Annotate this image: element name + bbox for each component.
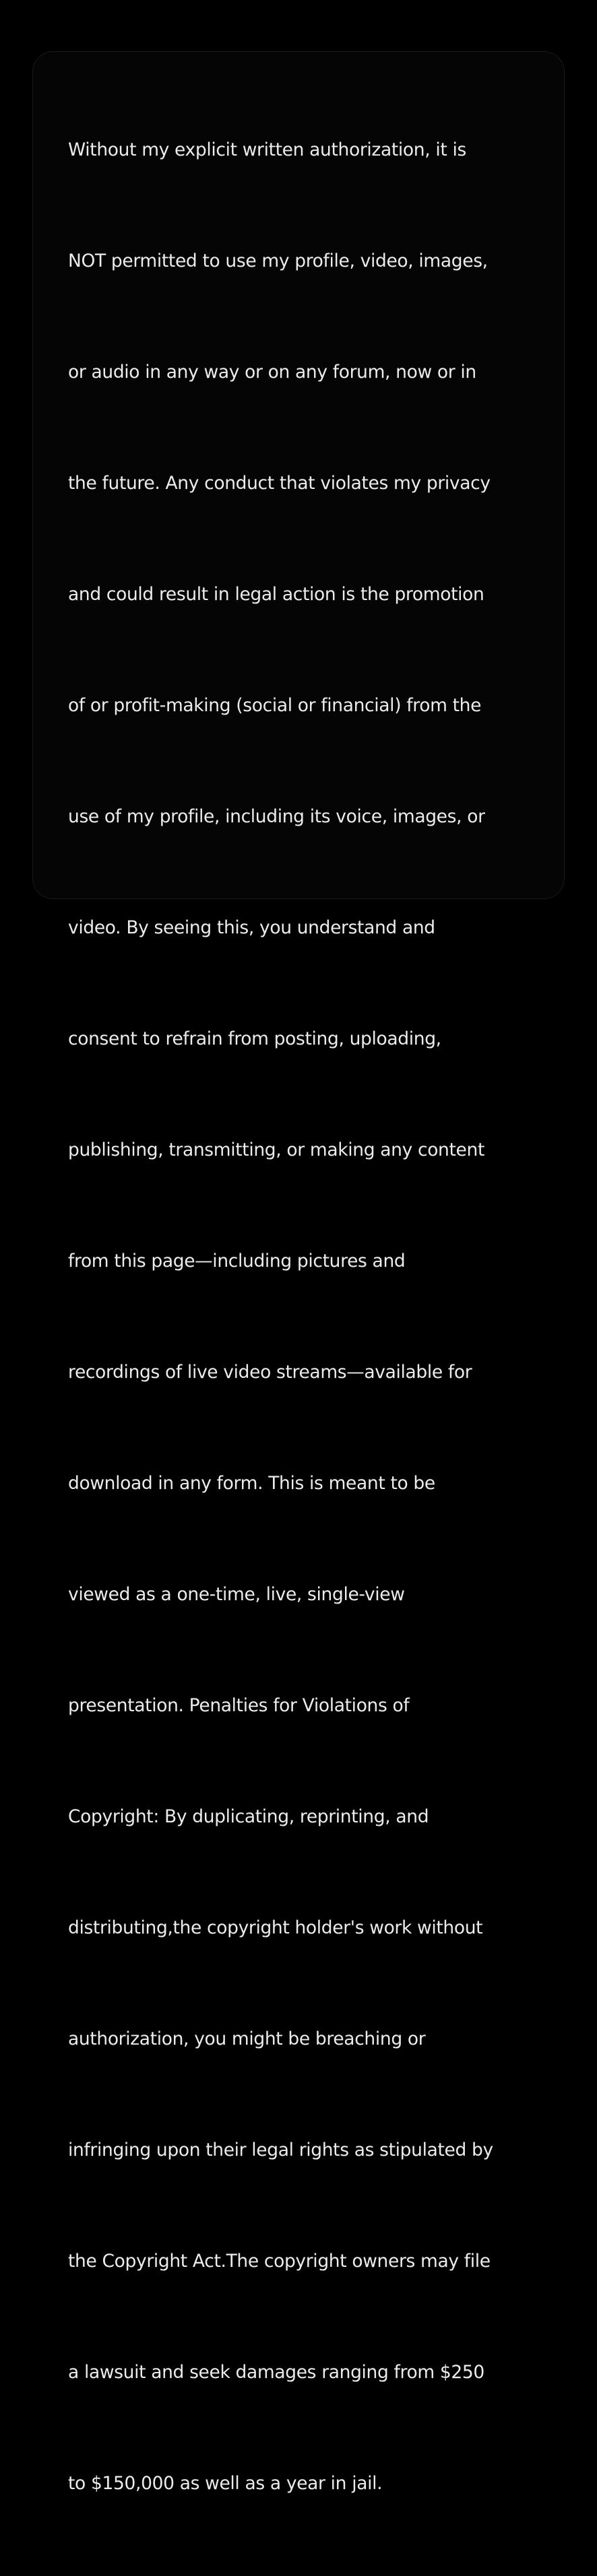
note-line: from this page—including pictures and (68, 1251, 406, 1272)
note-line: presentation. Penalties for Violations of (68, 1695, 410, 1716)
note-line: of or profit-making (social or financial) from the (68, 695, 482, 716)
note-line: video. By seeing this, you understand and (68, 917, 435, 938)
note-line: a lawsuit and seek damages ranging from $250 (68, 2362, 484, 2383)
note-line: to $150,000 as well as a year in jail. (68, 2473, 383, 2494)
note-line: and could result in legal action is the promotion (68, 584, 484, 605)
note-line: or audio in any way or on any forum, now or in (68, 362, 476, 383)
note-line: consent to refrain from posting, uploading, (68, 1028, 441, 1049)
note-line: download in any form. This is meant to be (68, 1473, 435, 1494)
note-card (33, 52, 564, 2494)
note-line: NOT permitted to use my profile, video, images, (68, 251, 488, 271)
note-line: authorization, you might be breaching or (68, 2028, 426, 2049)
note-line: the Copyright Act.The copyright owners may file (68, 2251, 491, 2272)
note-line: recordings of live video streams—available for (68, 1362, 472, 1383)
note-line: viewed as a one-time, live, single-view (68, 1584, 405, 1605)
note-line: publishing, transmitting, or making any content (68, 1140, 484, 1160)
note-line: Copyright: By duplicating, reprinting, and (68, 1806, 429, 1827)
note-line: the future. Any conduct that violates my privacy (68, 473, 491, 494)
note-line: infringing upon their legal rights as stipulated by (68, 2140, 493, 2160)
note-line: Without my explicit written authorization, it is (68, 139, 466, 160)
note-line: use of my profile, including its voice, images, or (68, 806, 485, 827)
note-text (68, 57, 540, 2576)
note-line: distributing,the copyright holder's work without (68, 1917, 483, 1938)
